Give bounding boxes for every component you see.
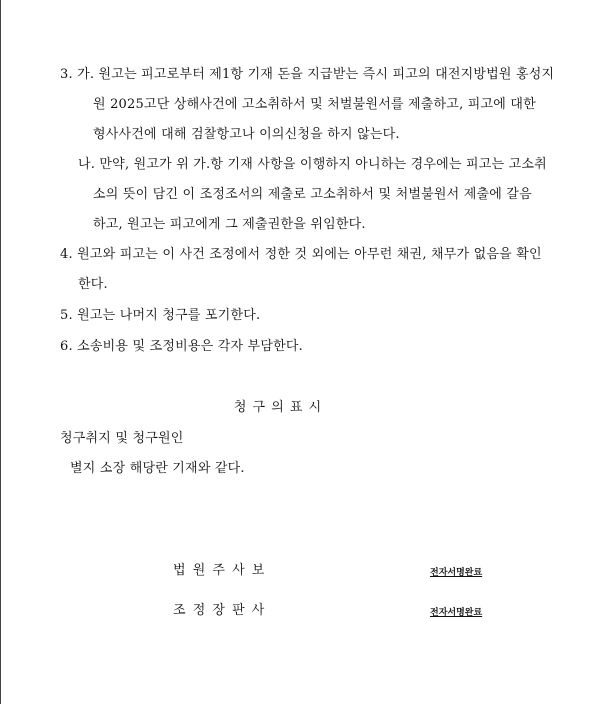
page-left-border bbox=[0, 0, 1, 704]
claim-subheading: 청구취지 및 청구원인 bbox=[60, 431, 184, 446]
signature-mark-clerk: 전자서명완료 bbox=[430, 568, 483, 578]
clause-4-line-1: 4. 원고와 피고는 이 사건 조정에서 정한 것 외에는 아무런 채권, 채무가 없음을 확인 bbox=[60, 247, 542, 262]
clause-3a-line-1: 3. 가. 원고는 피고로부터 제1항 기재 돈을 지급받는 즉시 피고의 대전지방법원 홍성지 bbox=[60, 67, 555, 82]
clause-3b-line-1: 나. 만약, 원고가 위 가.항 기재 사항을 이행하지 아니하는 경우에는 피고는 고소취 bbox=[78, 157, 547, 172]
clause-3b-line-3: 하고, 원고는 피고에게 그 제출권한을 위임한다. bbox=[93, 217, 366, 232]
signature-title-clerk: 법 원 주 사 보 bbox=[173, 563, 266, 578]
clause-5: 5. 원고는 나머지 청구를 포기한다. bbox=[60, 308, 261, 323]
clause-4-line-2: 한다. bbox=[78, 277, 108, 292]
claim-body: 별지 소장 해당란 기재와 같다. bbox=[70, 461, 245, 476]
signature-mark-judge: 전자서명완료 bbox=[430, 608, 483, 618]
clause-3a-line-2: 원 2025고단 상해사건에 고소취하서 및 처벌불원서를 제출하고, 피고에 대한 bbox=[93, 97, 536, 112]
clause-6: 6. 소송비용 및 조정비용은 각자 부담한다. bbox=[60, 339, 303, 354]
signature-title-judge: 조 정 장 판 사 bbox=[173, 603, 266, 618]
clause-3b-line-2: 소의 뜻이 담긴 이 조정조서의 제출로 고소취하서 및 처벌불원서 제출에 갈음 bbox=[93, 187, 532, 202]
clause-3a-line-3: 형사사건에 대해 검찰항고나 이의신청을 하지 않는다. bbox=[93, 127, 400, 142]
claim-heading: 청 구 의 표 시 bbox=[233, 400, 323, 415]
